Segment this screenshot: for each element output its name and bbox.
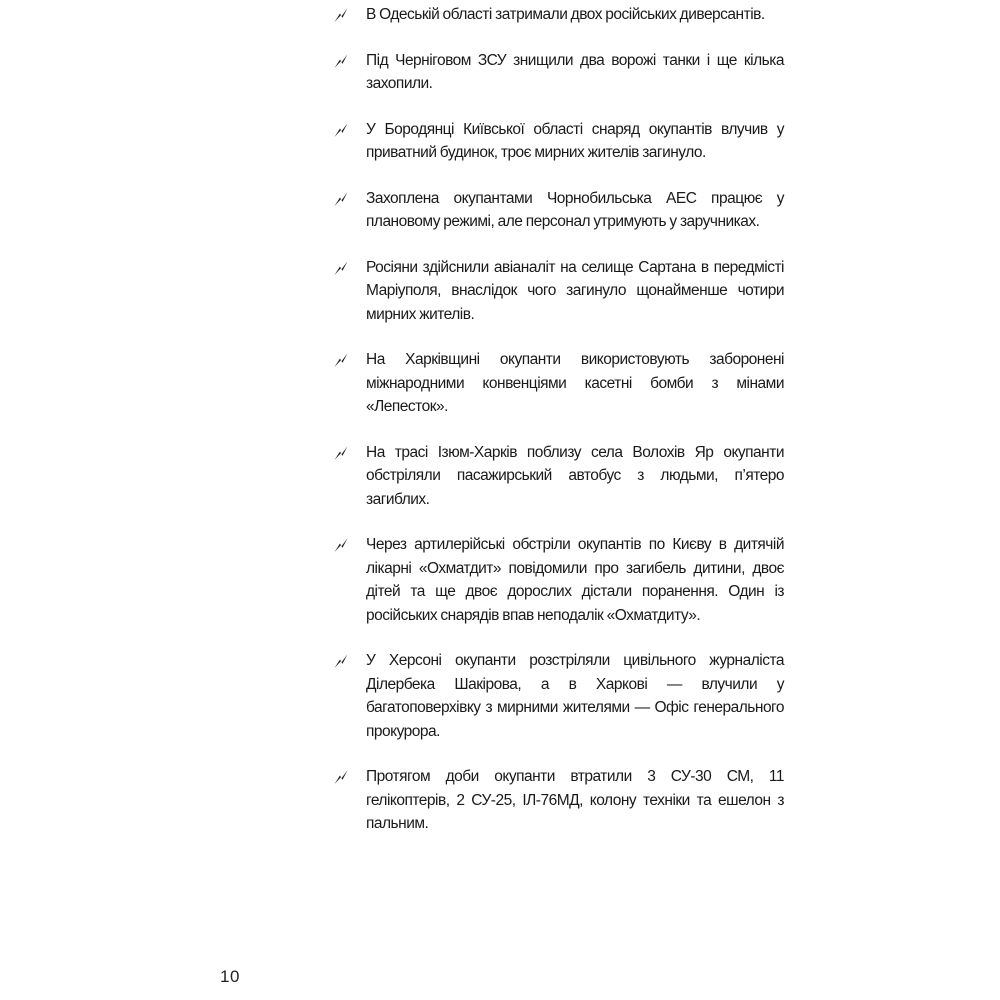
lightning-bolt-icon (333, 53, 349, 69)
lightning-bolt-icon (333, 352, 349, 368)
page-number: 10 (220, 967, 240, 986)
news-list (332, 3, 784, 858)
lightning-bolt-icon (333, 122, 349, 138)
news-item (332, 256, 784, 327)
news-text: У Бородянці Київської області снаряд окупантів влучив у приватний будинок, троє мирних жителів загинуло. (366, 120, 784, 161)
news-text: Через артилерійські обстріли окупантів по Києву в дитячій лікарні «Охматдит» повідомили про загибель дитини, двоє дітей та ще двоє дорослих дістали поранення. Один із російських снарядів впав неподалік «Охматдиту». (366, 536, 784, 624)
news-item (332, 533, 784, 627)
news-item (332, 3, 784, 27)
lightning-bolt-icon (333, 7, 349, 23)
news-item (332, 649, 784, 743)
news-text: В Одеській області затримали двох російських диверсантів. (366, 6, 765, 23)
news-text: Під Черніговом ЗСУ знищили два ворожі танки і ще кілька захопили. (366, 51, 784, 92)
lightning-bolt-icon (333, 445, 349, 461)
news-text: На Харківщині окупанти використовують заборонені міжнародними конвенціями касетні бомби з мінами «Лепесток». (366, 351, 784, 415)
news-text: Росіяни здійснили авіаналіт на селище Сартана в передмісті Маріуполя, внаслідок чого загинуло щонайменше чотири мирних жителів. (366, 258, 784, 323)
news-item (332, 348, 784, 419)
lightning-bolt-icon (333, 260, 349, 276)
news-item (332, 441, 784, 512)
news-item (332, 118, 784, 165)
lightning-bolt-icon (333, 191, 349, 207)
news-item (332, 49, 784, 96)
lightning-bolt-icon (333, 769, 349, 785)
lightning-bolt-icon (333, 653, 349, 669)
news-text: Захоплена окупантами Чорнобильська АЕС працює у плановому режимі, але персонал утримують у заручниках. (366, 189, 784, 230)
news-text: На трасі Ізюм-Харків поблизу села Волохів Яр окупанти обстріляли пасажирський автобус з людьми, п’ятеро загиблих. (366, 443, 784, 508)
news-item (332, 187, 784, 234)
lightning-bolt-icon (333, 537, 349, 553)
news-text: Протягом доби окупанти втратили 3 СУ-30 СМ, 11 гелікоптерів, 2 СУ-25, ІЛ-76МД, колону техніки та ешелон з пальним. (366, 768, 784, 832)
news-item (332, 765, 784, 836)
news-text: У Херсоні окупанти розстріляли цивільного журналіста Ділербека Шакірова, а в Харкові — влучили у багатоповерхівку з мирними жителями — Офіс генерального прокурора. (366, 652, 784, 740)
